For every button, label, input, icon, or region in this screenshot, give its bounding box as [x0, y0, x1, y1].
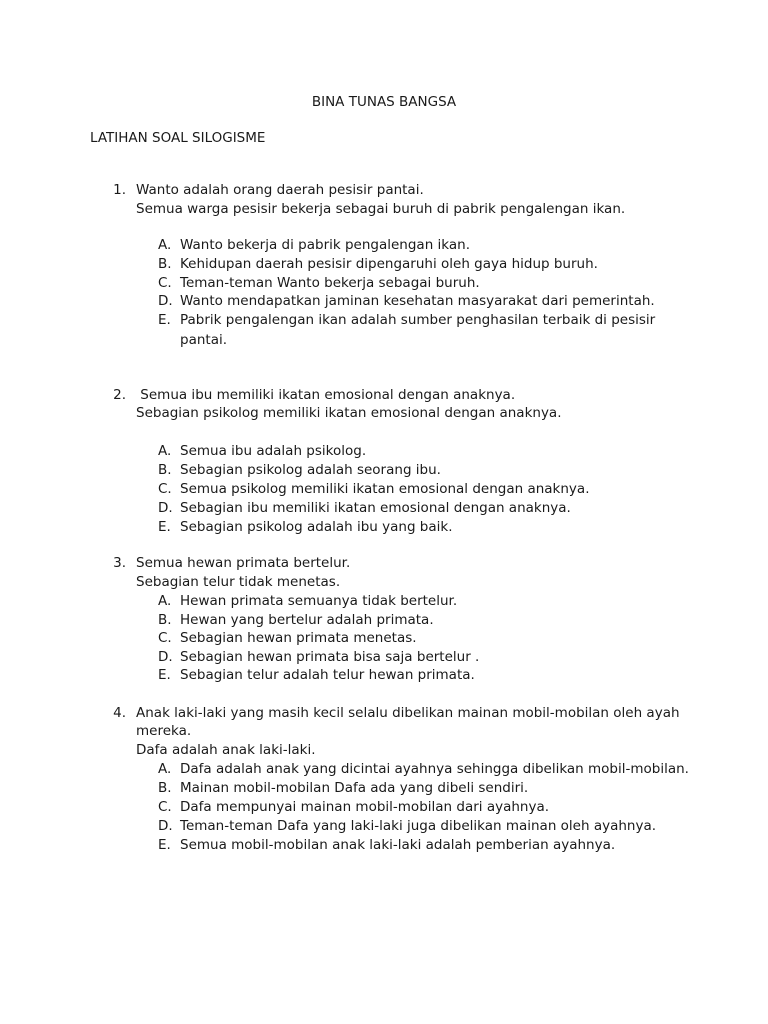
- option-letter: A.: [158, 761, 172, 777]
- option-text: Pabrik pengalengan ikan adalah sumber penghasilan terbaik di pesisir: [180, 312, 656, 328]
- question-premise: Sebagian psikolog memiliki ikatan emosional dengan anaknya.: [136, 405, 562, 421]
- option-text: Sebagian ibu memiliki ikatan emosional dengan anaknya.: [180, 500, 571, 516]
- question-premise: Anak laki-laki yang masih kecil selalu dibelikan mainan mobil-mobilan oleh ayah: [136, 705, 680, 721]
- question-premise: Sebagian telur tidak menetas.: [136, 574, 341, 590]
- option-text: Semua mobil-mobilan anak laki-laki adalah pemberian ayahnya.: [180, 837, 616, 853]
- option-text: Sebagian telur adalah telur hewan primata.: [180, 667, 475, 683]
- option-letter: D.: [158, 500, 173, 516]
- option-text: Semua psikolog memiliki ikatan emosional dengan anaknya.: [180, 481, 590, 497]
- option-text: Mainan mobil-mobilan Dafa ada yang dibeli sendiri.: [180, 780, 529, 796]
- option-text: Sebagian hewan primata menetas.: [180, 630, 417, 646]
- question-number: 2.: [113, 387, 126, 403]
- question-number: 3.: [113, 555, 126, 571]
- option-text: Hewan primata semuanya tidak bertelur.: [180, 593, 458, 609]
- option-letter: B.: [158, 462, 172, 478]
- option-text: Teman-teman Dafa yang laki-laki juga dibelikan mainan oleh ayahnya.: [180, 818, 657, 834]
- option-letter: C.: [158, 275, 172, 291]
- option-letter: D.: [158, 649, 173, 665]
- option-letter: A.: [158, 593, 172, 609]
- page-subtitle: LATIHAN SOAL SILOGISME: [90, 130, 266, 146]
- question-premise: Semua ibu memiliki ikatan emosional dengan anaknya.: [136, 387, 516, 403]
- option-letter: D.: [158, 293, 173, 309]
- option-text: Wanto mendapatkan jaminan kesehatan masyarakat dari pemerintah.: [180, 293, 655, 309]
- option-letter: C.: [158, 630, 172, 646]
- question-premise: Semua warga pesisir bekerja sebagai buruh di pabrik pengalengan ikan.: [136, 201, 626, 217]
- option-text: pantai.: [180, 332, 228, 348]
- option-letter: D.: [158, 818, 173, 834]
- option-text: Semua ibu adalah psikolog.: [180, 443, 367, 459]
- option-text: Dafa adalah anak yang dicintai ayahnya sehingga dibelikan mobil-mobilan.: [180, 761, 689, 777]
- question-premise: mereka.: [136, 723, 192, 739]
- option-letter: A.: [158, 443, 172, 459]
- option-text: Teman-teman Wanto bekerja sebagai buruh.: [180, 275, 480, 291]
- option-letter: B.: [158, 780, 172, 796]
- option-letter: B.: [158, 612, 172, 628]
- option-letter: B.: [158, 256, 172, 272]
- question-premise: Wanto adalah orang daerah pesisir pantai.: [136, 182, 424, 198]
- question-premise: Dafa adalah anak laki-laki.: [136, 742, 316, 758]
- option-letter: E.: [158, 519, 171, 535]
- option-letter: E.: [158, 667, 171, 683]
- option-text: Dafa mempunyai mainan mobil-mobilan dari ayahnya.: [180, 799, 550, 815]
- option-text: Sebagian hewan primata bisa saja bertelur .: [180, 649, 480, 665]
- option-text: Sebagian psikolog adalah seorang ibu.: [180, 462, 441, 478]
- option-text: Hewan yang bertelur adalah primata.: [180, 612, 434, 628]
- option-letter: E.: [158, 312, 171, 328]
- option-text: Kehidupan daerah pesisir dipengaruhi oleh gaya hidup buruh.: [180, 256, 598, 272]
- option-text: Wanto bekerja di pabrik pengalengan ikan.: [180, 237, 470, 253]
- option-letter: C.: [158, 799, 172, 815]
- option-letter: C.: [158, 481, 172, 497]
- question-number: 1.: [113, 182, 126, 198]
- question-premise: Semua hewan primata bertelur.: [136, 555, 351, 571]
- question-number: 4.: [113, 705, 126, 721]
- option-text: Sebagian psikolog adalah ibu yang baik.: [180, 519, 453, 535]
- option-letter: A.: [158, 237, 172, 253]
- option-letter: E.: [158, 837, 171, 853]
- page-title: BINA TUNAS BANGSA: [311, 94, 457, 110]
